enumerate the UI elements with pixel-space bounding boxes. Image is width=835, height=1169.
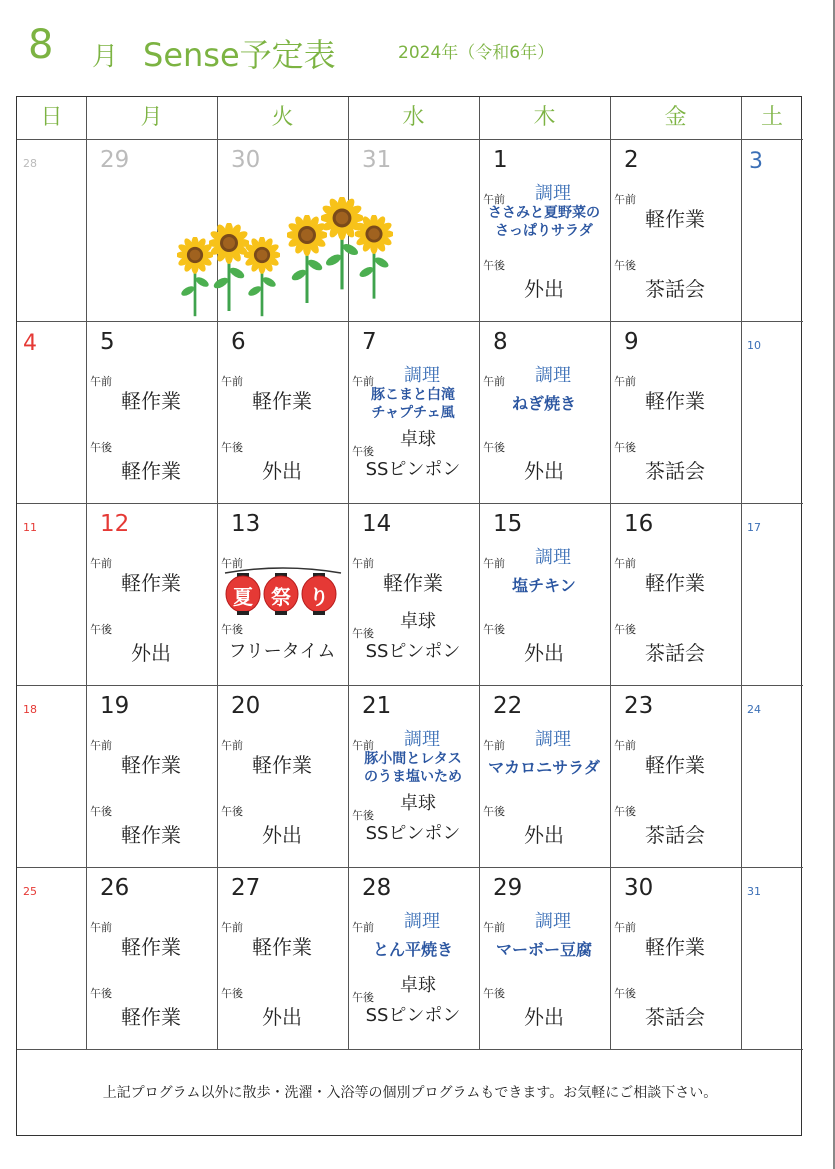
saturday-cell [741, 685, 803, 867]
day-number: 20 [231, 693, 261, 719]
festival-char: り [309, 585, 329, 609]
menu-item: とん平焼き [372, 940, 453, 959]
pm-activity-label: 卓球 [400, 793, 436, 814]
am-label: 午前 [352, 375, 374, 388]
day-number: 24 [747, 703, 761, 716]
day-number: 30 [624, 875, 654, 901]
day-cell [479, 867, 610, 1049]
day-cell [348, 321, 479, 503]
day-cell [86, 685, 217, 867]
cooking-label: 調理 [535, 365, 571, 386]
pm-activity: 茶話会 [645, 641, 705, 665]
pm-label: 午後 [352, 991, 374, 1004]
pm-label: 午後 [352, 809, 374, 822]
sunflower-icon [177, 237, 213, 318]
am-label: 午前 [483, 557, 505, 570]
day-number: 11 [23, 521, 37, 534]
pm-label: 午後 [483, 805, 505, 818]
pm-activity-label: 卓球 [400, 611, 436, 632]
day-number: 14 [362, 511, 392, 537]
sunflower-icon [355, 215, 393, 301]
day-number: 6 [231, 329, 246, 355]
saturday-cell [741, 503, 803, 685]
am-label: 午前 [483, 739, 505, 752]
am-label: 午前 [483, 921, 505, 934]
pm-activity: 茶話会 [645, 277, 705, 301]
day-cell [479, 139, 610, 321]
page-title: Sense予定表 [143, 36, 336, 74]
weekday-header: 土 [760, 105, 783, 130]
day-cell [86, 867, 217, 1049]
pm-label: 午後 [352, 445, 374, 458]
pm-label: 午後 [352, 627, 374, 640]
day-cell [217, 503, 348, 685]
day-cell [610, 139, 741, 321]
pm-activity: 外出 [262, 1005, 302, 1029]
day-number: 13 [231, 511, 261, 537]
pm-activity: 茶話会 [645, 1005, 705, 1029]
day-number: 26 [100, 875, 130, 901]
pm-activity: 軽作業 [121, 823, 181, 847]
cooking-label: 調理 [535, 183, 571, 204]
menu-item: マカロニサラダ [488, 758, 600, 777]
pm-label: 午後 [614, 441, 636, 454]
pm-label: 午後 [614, 805, 636, 818]
menu-item: のうま塩いため [364, 769, 462, 785]
menu-item: ねぎ焼き [511, 394, 576, 413]
am-label: 午前 [90, 921, 112, 934]
day-cell [348, 503, 479, 685]
day-cell [217, 685, 348, 867]
am-label: 午前 [352, 739, 374, 752]
day-cell [86, 321, 217, 503]
day-cell [610, 503, 741, 685]
sunday-cell [17, 139, 86, 321]
pm-activity-label: 卓球 [400, 429, 436, 450]
am-activity: 軽作業 [645, 753, 705, 777]
day-number: 31 [362, 147, 392, 173]
pm-activity: 外出 [524, 277, 564, 301]
menu-item: 豚小間とレタス [364, 751, 462, 767]
pm-activity: 外出 [524, 1005, 564, 1029]
cooking-label: 調理 [404, 911, 440, 932]
menu-item: チャプチェ風 [371, 405, 455, 421]
am-label: 午前 [221, 375, 243, 388]
pm-label: 午後 [483, 623, 505, 636]
sunday-cell [17, 321, 86, 503]
am-activity: 軽作業 [645, 571, 705, 595]
day-cell [479, 321, 610, 503]
day-number: 17 [747, 521, 761, 534]
day-number: 4 [23, 331, 37, 356]
pm-label: 午後 [483, 441, 505, 454]
am-activity: 軽作業 [645, 207, 705, 231]
pm-label: 午後 [221, 623, 243, 636]
am-label: 午前 [221, 921, 243, 934]
pm-label: 午後 [614, 623, 636, 636]
weekday-header: 日 [40, 105, 63, 130]
day-number: 28 [362, 875, 392, 901]
sunday-cell [17, 503, 86, 685]
weekday-header: 金 [664, 105, 687, 130]
sunday-cell [17, 685, 86, 867]
day-number: 5 [100, 329, 115, 355]
day-number: 8 [493, 329, 508, 355]
day-number: 29 [493, 875, 523, 901]
menu-item: 塩チキン [512, 576, 576, 595]
day-cell [86, 503, 217, 685]
am-label: 午前 [352, 557, 374, 570]
day-cell [610, 685, 741, 867]
month-number: 8 [28, 22, 54, 68]
am-label: 午前 [352, 921, 374, 934]
pm-label: 午後 [614, 987, 636, 1000]
pm-activity: 外出 [262, 459, 302, 483]
am-label: 午前 [614, 739, 636, 752]
pm-activity: SSピンポン [365, 641, 461, 662]
am-label: 午前 [90, 557, 112, 570]
am-activity: 軽作業 [121, 935, 181, 959]
pm-activity: 軽作業 [121, 459, 181, 483]
weekday-header: 水 [402, 105, 425, 130]
calendar-grid [16, 96, 802, 1136]
pm-activity: 外出 [524, 459, 564, 483]
day-number: 22 [493, 693, 523, 719]
day-number: 12 [100, 511, 130, 537]
am-label: 午前 [90, 739, 112, 752]
day-number: 19 [100, 693, 130, 719]
saturday-cell [741, 867, 803, 1049]
am-activity: 軽作業 [121, 389, 181, 413]
weekday-header: 火 [271, 105, 294, 130]
day-number: 7 [362, 329, 377, 355]
weekday-header: 木 [533, 105, 556, 130]
day-number: 16 [624, 511, 654, 537]
menu-item: マーボー豆腐 [495, 940, 592, 959]
day-cell [479, 685, 610, 867]
day-number: 30 [231, 147, 261, 173]
cooking-label: 調理 [404, 365, 440, 386]
day-cell [217, 321, 348, 503]
am-label: 午前 [614, 921, 636, 934]
pm-label: 午後 [614, 259, 636, 272]
am-activity: 軽作業 [252, 753, 312, 777]
am-label: 午前 [90, 375, 112, 388]
am-activity: 軽作業 [383, 571, 443, 595]
pm-activity: 外出 [524, 823, 564, 847]
day-number: 29 [100, 147, 130, 173]
day-number: 25 [23, 885, 37, 898]
pm-activity: フリータイム [228, 641, 336, 662]
day-number: 31 [747, 885, 761, 898]
day-cell [348, 685, 479, 867]
am-label: 午前 [221, 557, 243, 570]
day-number: 18 [23, 703, 37, 716]
pm-activity: SSピンポン [365, 459, 461, 480]
day-number: 1 [493, 147, 508, 173]
am-label: 午前 [483, 193, 505, 206]
day-number: 2 [624, 147, 639, 173]
day-number: 3 [749, 149, 763, 174]
day-cell [217, 867, 348, 1049]
year-label: 2024年（令和6年） [398, 43, 555, 63]
menu-item: ささみと夏野菜の [488, 205, 600, 221]
day-number: 10 [747, 339, 761, 352]
am-label: 午前 [614, 193, 636, 206]
am-activity: 軽作業 [645, 389, 705, 413]
am-label: 午前 [221, 739, 243, 752]
pm-activity: 外出 [262, 823, 302, 847]
pm-activity: 外出 [131, 641, 171, 665]
menu-item: さっぱりサラダ [495, 223, 593, 239]
day-number: 23 [624, 693, 654, 719]
pm-activity: 茶話会 [645, 823, 705, 847]
menu-item: 豚こまと白滝 [371, 387, 455, 403]
sunflower-icon [244, 237, 280, 318]
pm-activity: 軽作業 [121, 1005, 181, 1029]
saturday-cell [741, 321, 803, 503]
sunflower-icon [209, 223, 249, 313]
cooking-label: 調理 [535, 729, 571, 750]
sunday-cell [17, 867, 86, 1049]
day-cell [610, 321, 741, 503]
pm-activity: SSピンポン [365, 1005, 461, 1026]
day-number: 28 [23, 157, 37, 170]
pm-label: 午後 [90, 805, 112, 818]
am-activity: 軽作業 [252, 389, 312, 413]
saturday-cell [741, 139, 803, 321]
month-label: 月 [92, 42, 119, 72]
am-label: 午前 [614, 557, 636, 570]
pm-label: 午後 [90, 987, 112, 1000]
festival-char: 夏 [233, 585, 253, 609]
day-number: 27 [231, 875, 261, 901]
am-activity: 軽作業 [252, 935, 312, 959]
pm-label: 午後 [221, 805, 243, 818]
am-label: 午前 [483, 375, 505, 388]
pm-activity: SSピンポン [365, 823, 461, 844]
cooking-label: 調理 [404, 729, 440, 750]
day-number: 15 [493, 511, 523, 537]
cooking-label: 調理 [535, 547, 571, 568]
pm-activity: 外出 [524, 641, 564, 665]
pm-activity-label: 卓球 [400, 975, 436, 996]
day-cell [479, 503, 610, 685]
pm-label: 午後 [90, 623, 112, 636]
am-activity: 軽作業 [121, 571, 181, 595]
am-activity: 軽作業 [121, 753, 181, 777]
pm-label: 午後 [90, 441, 112, 454]
day-cell [610, 867, 741, 1049]
pm-label: 午後 [483, 987, 505, 1000]
am-activity: 軽作業 [645, 935, 705, 959]
weekday-header: 月 [140, 105, 163, 130]
cooking-label: 調理 [535, 911, 571, 932]
day-number: 21 [362, 693, 392, 719]
am-label: 午前 [614, 375, 636, 388]
footer-note: 上記プログラム以外に散歩・洗濯・入浴等の個別プログラムもできます。お気軽にご相談下さい。 [102, 1085, 718, 1101]
pm-label: 午後 [483, 259, 505, 272]
festival-char: 祭 [271, 585, 291, 609]
pm-label: 午後 [221, 441, 243, 454]
pm-activity: 茶話会 [645, 459, 705, 483]
day-cell [348, 867, 479, 1049]
pm-label: 午後 [221, 987, 243, 1000]
day-number: 9 [624, 329, 639, 355]
